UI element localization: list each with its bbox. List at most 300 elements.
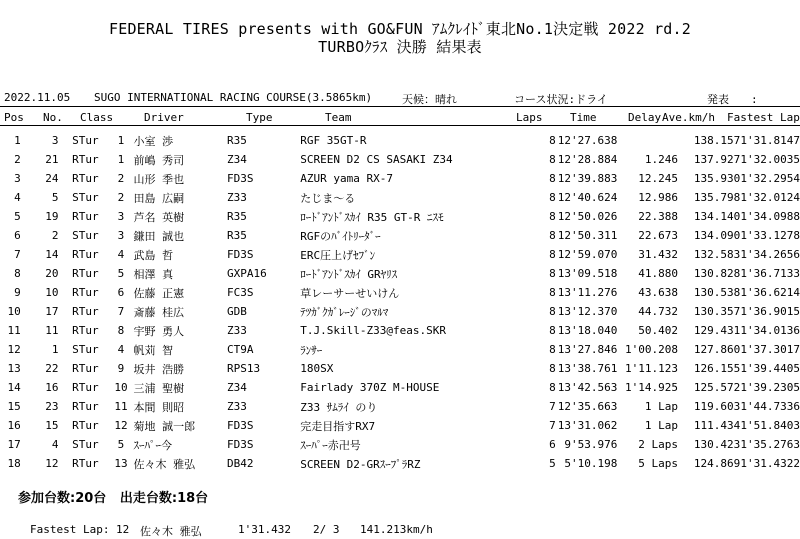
ave-cell: 129.431 — [693, 324, 741, 337]
delay-cell — [617, 131, 678, 150]
spacer-cell — [59, 340, 73, 359]
delay-cell: 1'00.208 — [625, 343, 679, 356]
type-cell: FD3S — [227, 172, 254, 185]
laps-cell: 7 — [549, 419, 556, 432]
time-cell: 13'11.276 — [557, 286, 618, 299]
spacer-cell — [59, 378, 73, 397]
team-cell: AZUR yama RX-7 — [300, 172, 393, 185]
no-cell: 19 — [45, 210, 59, 223]
fl-cell: 1'51.840 — [740, 419, 794, 432]
table-row — [0, 454, 800, 473]
type-cell: Z33 — [227, 191, 247, 204]
no-cell: 21 — [45, 153, 59, 166]
delay-cell: 1.246 — [644, 153, 679, 166]
spacer-cell — [59, 131, 73, 150]
ave-cell: 130.538 — [693, 286, 741, 299]
team-cell: Fairlady 370Z M-HOUSE — [300, 381, 440, 394]
type-cell: DB42 — [227, 457, 254, 470]
delay-cell: 44.732 — [638, 305, 679, 318]
ave-cell: 130.828 — [693, 267, 741, 280]
pos-cell: 14 — [7, 381, 21, 394]
course-name: SUGO INTERNATIONAL RACING COURSE(3.5865km) — [94, 91, 373, 104]
team-cell: 完走目指すRX7 — [300, 419, 376, 433]
no-cell: 22 — [45, 362, 59, 375]
ave-cell: 125.572 — [693, 381, 741, 394]
announcement-time: 発表 : — [707, 93, 758, 106]
laps-cell: 8 — [549, 305, 556, 318]
time-cell: 13'38.761 — [557, 362, 618, 375]
fastest-lap-no-cell: 4 — [793, 172, 800, 185]
laps-cell: 8 — [549, 191, 556, 204]
delay-cell: 12.986 — [638, 191, 679, 204]
fastest-lap-no-cell: 5 — [793, 362, 800, 375]
team-cell: RGF 35GT-R — [300, 134, 367, 147]
cn-cell: 8 — [117, 324, 125, 337]
pos-cell: 13 — [7, 362, 21, 375]
pos-cell: 8 — [14, 267, 21, 280]
no-cell: 1 — [51, 343, 59, 356]
driver-cell: 宇野 勇人 — [133, 324, 185, 338]
driver-cell: 佐々木 雅弘 — [133, 457, 196, 471]
type-cell: GDB — [227, 305, 247, 318]
cn-cell: 9 — [117, 362, 125, 375]
table-row — [0, 340, 800, 359]
table-row — [0, 245, 800, 264]
col-laps: Laps — [516, 111, 543, 124]
fastest-lap-no-cell: 3 — [793, 438, 800, 451]
spacer-cell — [59, 397, 73, 416]
laps-cell: 8 — [549, 248, 556, 261]
cls-cell: RTur — [72, 381, 99, 394]
race-date: 2022.11.05 — [4, 91, 71, 104]
cls-cell: RTur — [72, 419, 99, 432]
ave-cell: 135.930 — [693, 172, 741, 185]
col-class: Class — [80, 111, 114, 124]
time-cell: 5'10.198 — [564, 457, 618, 470]
fl-cell: 1'33.127 — [740, 229, 794, 242]
laps-cell: 8 — [549, 210, 556, 223]
time-cell: 12'59.070 — [557, 248, 618, 261]
team-cell: ﾃﾂｶﾞｸｶﾞﾚｰｼﾞのﾏﾙﾏ — [300, 305, 389, 319]
fastest-lap-no-cell: 7 — [793, 343, 800, 356]
ave-cell: 119.603 — [693, 400, 741, 413]
entry-summary — [18, 487, 208, 506]
cn-cell: 6 — [117, 286, 125, 299]
table-row — [0, 378, 800, 397]
fl-cell: 1'34.013 — [740, 324, 794, 337]
cls-cell: STur — [72, 191, 99, 204]
delay-cell: 22.388 — [638, 210, 679, 223]
fl-cell: 1'39.440 — [740, 362, 794, 375]
track-condition: コース状況:ドライ — [514, 93, 608, 106]
no-cell: 17 — [45, 305, 59, 318]
cls-cell: RTur — [72, 324, 99, 337]
table-row — [0, 188, 800, 207]
time-cell: 13'42.563 — [557, 381, 618, 394]
delay-cell: 2 Laps — [638, 438, 679, 451]
no-cell: 14 — [45, 248, 59, 261]
laps-cell: 8 — [549, 153, 556, 166]
type-cell: RPS13 — [227, 362, 261, 375]
table-row — [0, 397, 800, 416]
cls-cell: STur — [72, 438, 99, 451]
ave-cell: 135.798 — [693, 191, 741, 204]
fastest-lap-driver: 佐々木 雅弘 — [140, 525, 202, 538]
pos-cell: 10 — [7, 305, 21, 318]
type-cell: FC3S — [227, 286, 254, 299]
cn-cell: 10 — [114, 381, 128, 394]
type-cell: CT9A — [227, 343, 254, 356]
fl-cell: 1'44.733 — [740, 400, 794, 413]
ave-cell: 126.155 — [693, 362, 741, 375]
fastest-lap-no-cell: 4 — [793, 286, 800, 299]
pos-cell: 5 — [14, 210, 21, 223]
team-cell: ﾗﾝｻｰ — [300, 343, 323, 357]
delay-cell: 12.245 — [638, 172, 679, 185]
table-row — [0, 150, 800, 169]
pos-cell: 9 — [14, 286, 21, 299]
time-cell: 12'39.883 — [557, 172, 618, 185]
cn-cell: 5 — [117, 267, 125, 280]
cls-cell: STur — [72, 134, 99, 147]
delay-cell: 1'11.123 — [625, 362, 679, 375]
col-team: Team — [325, 111, 352, 124]
col-type: Type — [246, 111, 273, 124]
team-cell: 草レーサーせいけん — [300, 286, 400, 300]
cls-cell: RTur — [72, 153, 99, 166]
spacer-cell — [59, 283, 73, 302]
time-cell: 12'50.311 — [557, 229, 618, 242]
pos-cell: 6 — [14, 229, 21, 242]
fastest-lap-no-cell: 6 — [793, 400, 800, 413]
fl-cell: 1'31.814 — [740, 134, 794, 147]
driver-cell: 相澤 真 — [133, 267, 174, 281]
report-title: FEDERAL TIRES presents with GO&FUN ｱﾑｸﾚｲﾄﾞ東北No.1決定戦 2022 rd.2 — [108, 20, 691, 38]
team-cell: ﾛｰﾄﾞｱﾝﾄﾞｽｶｲ R35 GT-R ﾆｽﾓ — [300, 210, 444, 224]
laps-cell: 8 — [549, 286, 556, 299]
header-rule-top — [0, 106, 800, 107]
table-row — [0, 169, 800, 188]
driver-cell: ｽｰﾊﾟｰ今 — [133, 438, 172, 452]
fl-cell: 1'36.901 — [740, 305, 794, 318]
team-cell: SCREEN D2 CS SASAKI Z34 — [300, 153, 453, 166]
fl-cell: 1'32.012 — [740, 191, 794, 204]
driver-cell: 芦名 英樹 — [133, 210, 185, 224]
delay-cell: 22.673 — [638, 229, 679, 242]
pos-cell: 11 — [7, 324, 21, 337]
fl-cell: 1'32.295 — [740, 172, 794, 185]
fl-cell: 1'34.098 — [740, 210, 794, 223]
spacer-cell — [59, 302, 73, 321]
cn-cell: 2 — [117, 191, 125, 204]
ave-cell: 137.927 — [693, 153, 741, 166]
no-cell: 15 — [45, 419, 59, 432]
no-cell: 11 — [45, 324, 59, 337]
pos-cell: 18 — [7, 457, 21, 470]
table-row — [0, 131, 800, 150]
no-cell: 2 — [51, 229, 59, 242]
fastest-lap-no-cell: 7 — [793, 134, 800, 147]
no-cell: 5 — [51, 191, 59, 204]
pos-cell: 16 — [7, 419, 21, 432]
fl-cell: 1'37.301 — [740, 343, 794, 356]
spacer-cell — [59, 207, 73, 226]
ave-cell: 134.140 — [693, 210, 741, 223]
delay-cell: 5 Laps — [638, 457, 679, 470]
fastest-lap-label: Fastest Lap: — [30, 523, 110, 536]
table-row — [0, 264, 800, 283]
laps-cell: 8 — [549, 229, 556, 242]
driver-cell: 前嶋 秀司 — [133, 153, 185, 167]
laps-cell: 8 — [549, 362, 556, 375]
cls-cell: STur — [72, 343, 99, 356]
fastest-lap-no-cell: 2 — [793, 457, 800, 470]
team-cell: 180SX — [300, 362, 334, 375]
laps-cell: 8 — [549, 324, 556, 337]
pos-cell: 12 — [7, 343, 21, 356]
team-cell: ﾛｰﾄﾞｱﾝﾄﾞｽｶｲ GRﾔﾘｽ — [300, 267, 398, 281]
cn-cell: 4 — [117, 343, 125, 356]
fastest-lap-time: 1'31.432 — [238, 523, 291, 536]
col-fastest: Fastest Lap — [727, 111, 800, 124]
header-rule-bottom — [0, 125, 800, 126]
delay-cell: 43.638 — [638, 286, 679, 299]
fl-cell: 1'39.230 — [740, 381, 794, 394]
type-cell: Z34 — [227, 153, 247, 166]
driver-cell: 小室 渉 — [133, 134, 174, 148]
spacer-cell — [59, 435, 73, 454]
fastest-lap-no-cell: 3 — [793, 267, 800, 280]
spacer-cell — [59, 264, 73, 283]
cls-cell: RTur — [72, 267, 99, 280]
ave-cell: 130.423 — [693, 438, 741, 451]
ave-cell: 134.090 — [693, 229, 741, 242]
cn-cell: 12 — [114, 419, 128, 432]
delay-cell: 1 Lap — [644, 400, 679, 413]
fastest-lap-no-cell: 5 — [793, 305, 800, 318]
fastest-lap-lap: 2/ 3 — [313, 523, 340, 536]
ave-cell: 132.583 — [693, 248, 741, 261]
type-cell: FD3S — [227, 419, 254, 432]
col-delay: Delay — [628, 111, 662, 124]
driver-cell: 武島 哲 — [133, 248, 174, 262]
ave-cell: 138.157 — [693, 134, 741, 147]
time-cell: 13'12.370 — [557, 305, 618, 318]
no-cell: 10 — [45, 286, 59, 299]
entries-count: 参加台数:20台 — [18, 491, 107, 506]
spacer-cell — [59, 321, 73, 340]
cls-cell: RTur — [72, 400, 99, 413]
delay-cell: 50.402 — [638, 324, 679, 337]
time-cell: 13'18.040 — [557, 324, 618, 337]
no-cell: 3 — [51, 134, 59, 147]
no-cell: 12 — [45, 457, 59, 470]
laps-cell: 8 — [549, 267, 556, 280]
driver-cell: 本間 則昭 — [133, 400, 185, 414]
table-row — [0, 226, 800, 245]
pos-cell: 3 — [14, 172, 21, 185]
fastest-lap-no-cell: 6 — [793, 248, 800, 261]
laps-cell: 8 — [549, 343, 556, 356]
cls-cell: RTur — [72, 286, 99, 299]
driver-cell: 坂井 浩勝 — [133, 362, 185, 376]
spacer-cell — [59, 226, 73, 245]
col-ave: Ave.km/h — [662, 111, 715, 124]
fastest-lap-no-cell: 5 — [793, 153, 800, 166]
cn-cell: 3 — [117, 210, 125, 223]
fl-cell: 1'34.265 — [740, 248, 794, 261]
team-cell: RGFのﾊﾞｲﾄﾘｰﾀﾞｰ — [300, 229, 381, 243]
time-cell: 13'27.846 — [557, 343, 618, 356]
time-cell: 13'09.518 — [557, 267, 618, 280]
table-row — [0, 435, 800, 454]
spacer-cell — [59, 150, 73, 169]
delay-cell: 1'14.925 — [625, 381, 679, 394]
time-cell: 12'28.884 — [557, 153, 618, 166]
cn-cell: 13 — [114, 457, 128, 470]
no-cell: 4 — [51, 438, 59, 451]
time-cell: 12'50.026 — [557, 210, 618, 223]
fl-cell: 1'32.003 — [740, 153, 794, 166]
cn-cell: 4 — [117, 248, 125, 261]
cls-cell: RTur — [72, 172, 99, 185]
cls-cell: RTur — [72, 362, 99, 375]
cn-cell: 11 — [114, 400, 128, 413]
driver-cell: 鎌田 誠也 — [133, 229, 185, 243]
fl-cell: 1'31.432 — [740, 457, 794, 470]
col-time: Time — [570, 111, 597, 124]
spacer-cell — [59, 416, 73, 435]
driver-cell: 田島 広嗣 — [133, 191, 185, 205]
time-cell: 9'53.976 — [564, 438, 618, 451]
report-subtitle: TURBOｸﾗｽ 決勝 結果表 — [318, 38, 482, 56]
no-cell: 16 — [45, 381, 59, 394]
cn-cell: 7 — [117, 305, 125, 318]
type-cell: Z33 — [227, 324, 247, 337]
driver-cell: 山形 季也 — [133, 172, 185, 186]
team-cell: ERC圧上げｾﾌﾞﾝ — [300, 248, 376, 262]
cn-cell: 1 — [117, 134, 125, 147]
fastest-lap-no-cell: 4 — [793, 191, 800, 204]
spacer-cell — [59, 188, 73, 207]
no-cell: 20 — [45, 267, 59, 280]
no-cell: 23 — [45, 400, 59, 413]
type-cell: R35 — [227, 229, 247, 242]
ave-cell: 111.434 — [693, 419, 741, 432]
table-row — [0, 302, 800, 321]
pos-cell: 2 — [14, 153, 21, 166]
fl-cell: 1'36.713 — [740, 267, 794, 280]
time-cell: 12'27.638 — [557, 134, 618, 147]
fastest-lap-no-cell: 8 — [793, 229, 800, 242]
fastest-lap-speed: 141.213km/h — [360, 523, 433, 536]
team-cell: たじま～る — [300, 191, 356, 205]
col-pos: Pos — [4, 111, 24, 124]
type-cell: R35 — [227, 210, 247, 223]
fastest-lap-no: 12 — [116, 523, 130, 536]
laps-cell: 5 — [549, 457, 556, 470]
type-cell: GXPA16 — [227, 267, 267, 280]
fastest-lap-no-cell: 3 — [793, 419, 800, 432]
team-cell: SCREEN D2-GRｽｰﾌﾟﾗRZ — [300, 457, 421, 471]
type-cell: FD3S — [227, 438, 254, 451]
ave-cell: 130.357 — [693, 305, 741, 318]
cn-cell: 3 — [117, 229, 125, 242]
spacer-cell — [59, 359, 73, 378]
laps-cell: 7 — [549, 400, 556, 413]
type-cell: R35 — [227, 134, 247, 147]
driver-cell: 斎藤 桂広 — [133, 305, 185, 319]
fastest-lap-no-cell: 8 — [793, 210, 800, 223]
cls-cell: RTur — [72, 457, 99, 470]
type-cell: Z33 — [227, 400, 247, 413]
pos-cell: 17 — [7, 438, 21, 451]
fastest-lap-no-cell: 5 — [793, 381, 800, 394]
time-cell: 13'31.062 — [557, 419, 618, 432]
starters-count: 出走台数:18台 — [119, 491, 209, 506]
cls-cell: RTur — [72, 210, 99, 223]
spacer-cell — [59, 169, 73, 188]
pos-cell: 7 — [14, 248, 21, 261]
team-cell: T.J.Skill-Z33@feas.SKR — [300, 324, 446, 337]
fl-cell: 1'35.276 — [740, 438, 794, 451]
table-row — [0, 359, 800, 378]
delay-cell: 31.432 — [638, 248, 679, 261]
delay-cell: 41.880 — [638, 267, 679, 280]
ave-cell: 124.869 — [693, 457, 741, 470]
laps-cell: 8 — [549, 172, 556, 185]
delay-cell: 1 Lap — [644, 419, 679, 432]
team-cell: Z33 ｻﾑﾗｲ のり — [300, 400, 378, 414]
pos-cell: 15 — [7, 400, 21, 413]
table-row — [0, 207, 800, 226]
fastest-lap-no-cell: 6 — [793, 324, 800, 337]
laps-cell: 8 — [549, 381, 556, 394]
laps-cell: 8 — [549, 134, 556, 147]
results-table — [0, 131, 800, 473]
cn-cell: 5 — [117, 438, 125, 451]
table-row — [0, 283, 800, 302]
ave-cell: 127.860 — [693, 343, 741, 356]
driver-cell: 佐藤 正憲 — [133, 286, 185, 300]
spacer-cell — [59, 245, 73, 264]
table-row — [0, 416, 800, 435]
cn-cell: 2 — [117, 172, 125, 185]
spacer-cell — [59, 454, 73, 473]
pos-cell: 1 — [14, 134, 21, 147]
time-cell: 12'35.663 — [557, 400, 618, 413]
cls-cell: RTur — [72, 248, 99, 261]
cn-cell: 1 — [117, 153, 125, 166]
time-cell: 12'40.624 — [557, 191, 618, 204]
driver-cell: 三浦 聖樹 — [133, 381, 185, 395]
fl-cell: 1'36.621 — [740, 286, 794, 299]
cls-cell: STur — [72, 229, 99, 242]
driver-cell: 帆苅 智 — [133, 343, 174, 357]
pos-cell: 4 — [14, 191, 21, 204]
cls-cell: RTur — [72, 305, 99, 318]
col-driver: Driver — [144, 111, 184, 124]
type-cell: Z34 — [227, 381, 247, 394]
laps-cell: 6 — [549, 438, 556, 451]
table-row — [0, 321, 800, 340]
weather: 天候：晴れ — [402, 93, 457, 106]
no-cell: 24 — [45, 172, 59, 185]
driver-cell: 菊地 誠一郎 — [133, 419, 196, 433]
team-cell: ｽｰﾊﾟｰ赤卍号 — [300, 438, 361, 452]
col-no: No. — [43, 111, 63, 124]
type-cell: FD3S — [227, 248, 254, 261]
